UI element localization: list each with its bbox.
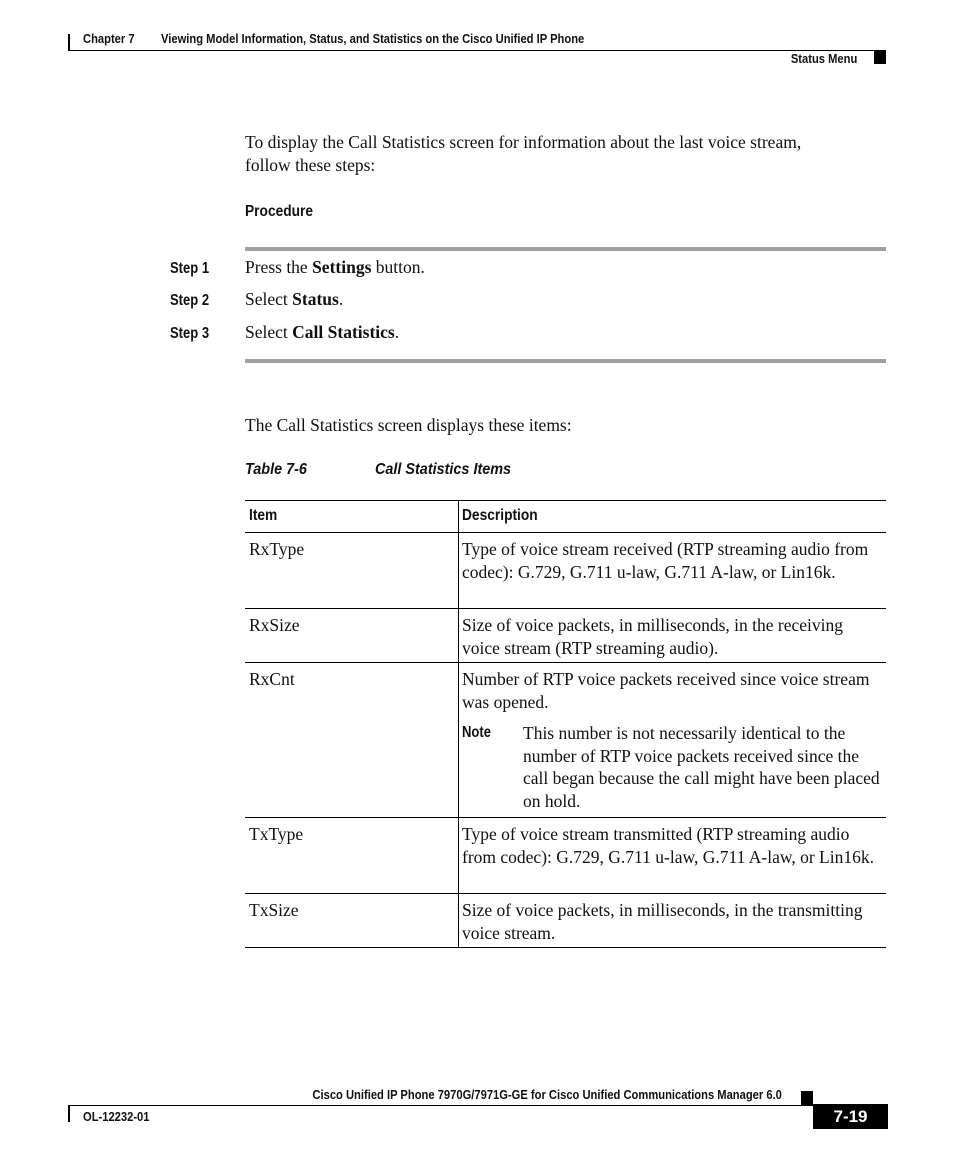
note-block (462, 722, 883, 812)
header-chapter-title: Viewing Model Information, Status, and Statistics on the Cisco Unified IP Phone (161, 31, 585, 46)
page-number: 7-19 (813, 1104, 888, 1129)
step-3-text: Select Call Statistics. (245, 322, 400, 342)
table-header-row (245, 500, 886, 533)
table-row (245, 894, 886, 948)
settings-keyword: Settings (312, 257, 372, 277)
description-cell: Type of voice stream transmitted (RTP streaming audio from codec): G.729, G.711 u-law, G.711 A-law, or Lin16k. (462, 824, 874, 867)
note-text: This number is not necessarily identical to the number of RTP voice packets received since the call began because the call might have been placed on hold. (523, 723, 880, 811)
description-cell (459, 663, 886, 817)
description-cell: Type of voice stream received (RTP streaming audio from codec): G.729, G.711 u-law, G.711 A-law, or Lin16k. (462, 539, 869, 582)
intro-line-1: To display the Call Statistics screen for information about the last voice stream, (245, 132, 802, 152)
footer-block-marker (801, 1091, 813, 1105)
header-block-marker (874, 51, 886, 64)
table-row (245, 533, 886, 609)
table-title: Call Statistics Items (375, 461, 512, 478)
header-section: Status Menu (790, 51, 857, 66)
item-cell: RxType (245, 533, 459, 608)
item-cell: TxType (245, 818, 459, 893)
item-cell: RxCnt (245, 663, 459, 817)
note-label: Note (462, 724, 491, 741)
procedure-top-rule (245, 247, 886, 251)
header-left-bar (68, 34, 70, 51)
step-1-label: Step 1 (170, 260, 210, 277)
step-1-text: Press the Settings button. (245, 257, 425, 277)
column-header-description: Description (462, 507, 538, 524)
call-statistics-table (245, 500, 886, 948)
status-keyword: Status (292, 289, 339, 309)
table-row (245, 663, 886, 818)
footer-rule (68, 1105, 886, 1106)
description-text: Number of RTP voice packets received since voice stream was opened. (462, 669, 870, 712)
column-header-item: Item (245, 501, 459, 532)
table-row (245, 818, 886, 894)
table-row (245, 609, 886, 663)
footer-doc-number: OL-12232-01 (83, 1109, 150, 1124)
intro-line-2: follow these steps: (245, 155, 376, 175)
procedure-heading: Procedure (245, 203, 314, 220)
item-cell: TxSize (245, 894, 459, 947)
call-statistics-keyword: Call Statistics (292, 322, 395, 342)
step-3-label: Step 3 (170, 325, 210, 342)
step-2-text: Select Status. (245, 289, 344, 309)
intro-paragraph (245, 131, 885, 177)
description-cell: Size of voice packets, in milliseconds, in the transmitting voice stream. (462, 900, 863, 943)
step-2-label: Step 2 (170, 292, 210, 309)
item-cell: RxSize (245, 609, 459, 662)
header-chapter: Chapter 7 (83, 31, 135, 46)
lead-paragraph: The Call Statistics screen displays these items: (245, 415, 572, 435)
procedure-bottom-rule (245, 359, 886, 363)
description-cell: Size of voice packets, in milliseconds, in the receiving voice stream (RTP streaming audio). (462, 615, 844, 658)
footer-title: Cisco Unified IP Phone 7970G/7971G-GE for Cisco Unified Communications Manager 6.0 (312, 1087, 782, 1102)
footer-left-bar (68, 1105, 70, 1122)
header-rule (68, 50, 886, 51)
table-number: Table 7-6 (245, 461, 307, 478)
